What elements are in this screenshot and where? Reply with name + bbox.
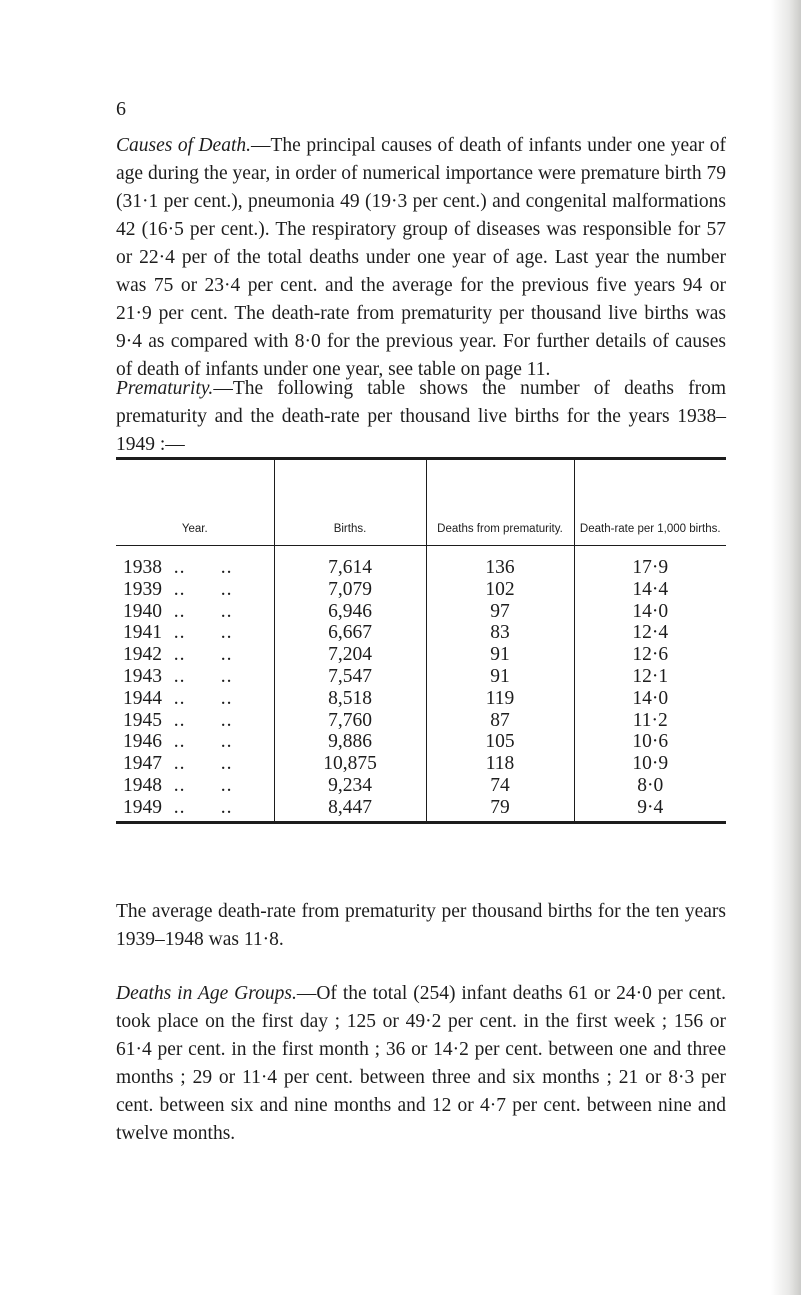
leader-dots: .. .. [162,644,233,666]
header-deaths: Deaths from prematurity. [426,460,574,546]
year-value: 1948 [123,774,162,796]
table-row [116,666,726,688]
year-value: 1944 [123,687,162,709]
year-value: 1946 [123,731,162,753]
births-cell: 7,079 [274,579,426,601]
deaths-cell: 79 [426,797,574,821]
rate-cell: 8·0 [574,775,726,797]
deaths-cell: 118 [426,753,574,775]
table-row [116,601,726,623]
causes-of-death-paragraph [116,132,726,384]
leader-dots: .. .. [162,622,233,644]
year-cell [116,601,274,623]
table-row [116,546,726,579]
table-row [116,644,726,666]
births-cell: 6,946 [274,601,426,623]
births-cell: 7,547 [274,666,426,688]
table-row [116,753,726,775]
year-cell [116,688,274,710]
deaths-cell: 119 [426,688,574,710]
year-cell [116,622,274,644]
rate-cell: 11·2 [574,710,726,732]
year-cell [116,579,274,601]
rate-cell: 12·1 [574,666,726,688]
rate-cell: 10·9 [574,753,726,775]
causes-of-death-heading: Causes of Death. [116,135,252,156]
prematurity-table [116,457,726,824]
deaths-cell: 136 [426,546,574,579]
leader-dots: .. .. [162,600,233,622]
rate-cell: 9·4 [574,797,726,821]
births-cell: 7,204 [274,644,426,666]
rate-cell: 12·4 [574,622,726,644]
year-value: 1942 [123,644,162,666]
births-cell: 8,447 [274,797,426,821]
rate-cell: 10·6 [574,731,726,753]
table-row [116,710,726,732]
deaths-cell: 74 [426,775,574,797]
leader-dots: .. .. [162,709,233,731]
deaths-cell: 102 [426,579,574,601]
year-value: 1940 [123,600,162,622]
deaths-cell: 91 [426,666,574,688]
header-rate: Death-rate per 1,000 births. [574,460,726,546]
births-cell: 10,875 [274,753,426,775]
page-number: 6 [116,98,126,120]
table-row [116,622,726,644]
age-groups-paragraph [116,980,726,1148]
year-value: 1943 [123,665,162,687]
leader-dots: .. .. [162,796,233,818]
deaths-cell: 105 [426,731,574,753]
table-row [116,797,726,821]
births-cell: 6,667 [274,622,426,644]
rate-cell: 14·0 [574,688,726,710]
leader-dots: .. .. [162,774,233,796]
leader-dots: .. .. [162,731,233,753]
rate-cell: 14·0 [574,601,726,623]
year-cell [116,731,274,753]
births-cell: 7,614 [274,546,426,579]
rate-cell: 14·4 [574,579,726,601]
deaths-cell: 97 [426,601,574,623]
year-value: 1947 [123,753,162,775]
year-value: 1949 [123,796,162,818]
table-row [116,688,726,710]
rate-cell: 17·9 [574,546,726,579]
births-cell: 9,886 [274,731,426,753]
year-value: 1938 [123,557,162,578]
age-groups-text: —Of the total (254) infant deaths 61 or 24·0 per cent. took place on the first day ; 125 or 49·2 per cent. in the first week ; 156 or 61·4 per cent. in the first month ; 36 or 14·2 per cent. between one and three months ; 29 or 11·4 per cent. between three and six months ; 21 or 8·3 per cent. between six and nine months and 12 or 4·7 per cent. between nine and twelve months. [116,983,726,1144]
deaths-cell: 87 [426,710,574,732]
deaths-cell: 91 [426,644,574,666]
year-cell [116,666,274,688]
leader-dots: .. .. [162,665,233,687]
average-note: The average death-rate from prematurity per thousand births for the ten years 1939–1948 was 11·8. [116,901,726,950]
year-value: 1941 [123,622,162,644]
year-cell [116,644,274,666]
prematurity-paragraph [116,375,726,459]
header-births: Births. [274,460,426,546]
births-cell: 9,234 [274,775,426,797]
year-value: 1945 [123,709,162,731]
causes-of-death-text: —The principal causes of death of infants under one year of age during the year, in order of numerical importance were premature birth 79 (31·1 per cent.), pneumonia 49 (19·3 per cent.) and congenital malformations 42 (16·5 per cent.). The respiratory group of diseases was responsible for 57 or 22·4 per of the total deaths under one year of age. Last year the number was 75 or 23·4 per cent. and the average for the previous five years 94 or 21·9 per cent. The death-rate from prematurity per thousand live births was 9·4 as compared with 8·0 for the previous year. For further details of causes of death of infants under one year, see table on page 11. [116,135,727,380]
births-cell: 7,760 [274,710,426,732]
deaths-cell: 83 [426,622,574,644]
leader-dots: .. .. [162,687,233,709]
leader-dots: .. .. [162,753,233,775]
prematurity-text: —The following table shows the number of deaths from prematurity and the death-rate per thousand live births for the years 1938–1949 :— [116,378,726,455]
year-cell [116,797,274,821]
births-cell: 8,518 [274,688,426,710]
prematurity-heading: Prematurity. [116,378,214,399]
table-row [116,775,726,797]
year-cell [116,710,274,732]
table-header-row [116,460,726,546]
page-edge-shadow [771,0,801,1295]
year-cell [116,753,274,775]
age-groups-heading: Deaths in Age Groups. [116,983,297,1004]
leader-dots: .. .. [162,578,233,600]
year-cell [116,546,274,579]
header-year: Year. [116,460,274,546]
table-row [116,579,726,601]
leader-dots: .. .. [162,557,233,578]
table-body [116,546,726,821]
rate-cell: 12·6 [574,644,726,666]
year-cell [116,775,274,797]
table-row [116,731,726,753]
year-value: 1939 [123,578,162,600]
